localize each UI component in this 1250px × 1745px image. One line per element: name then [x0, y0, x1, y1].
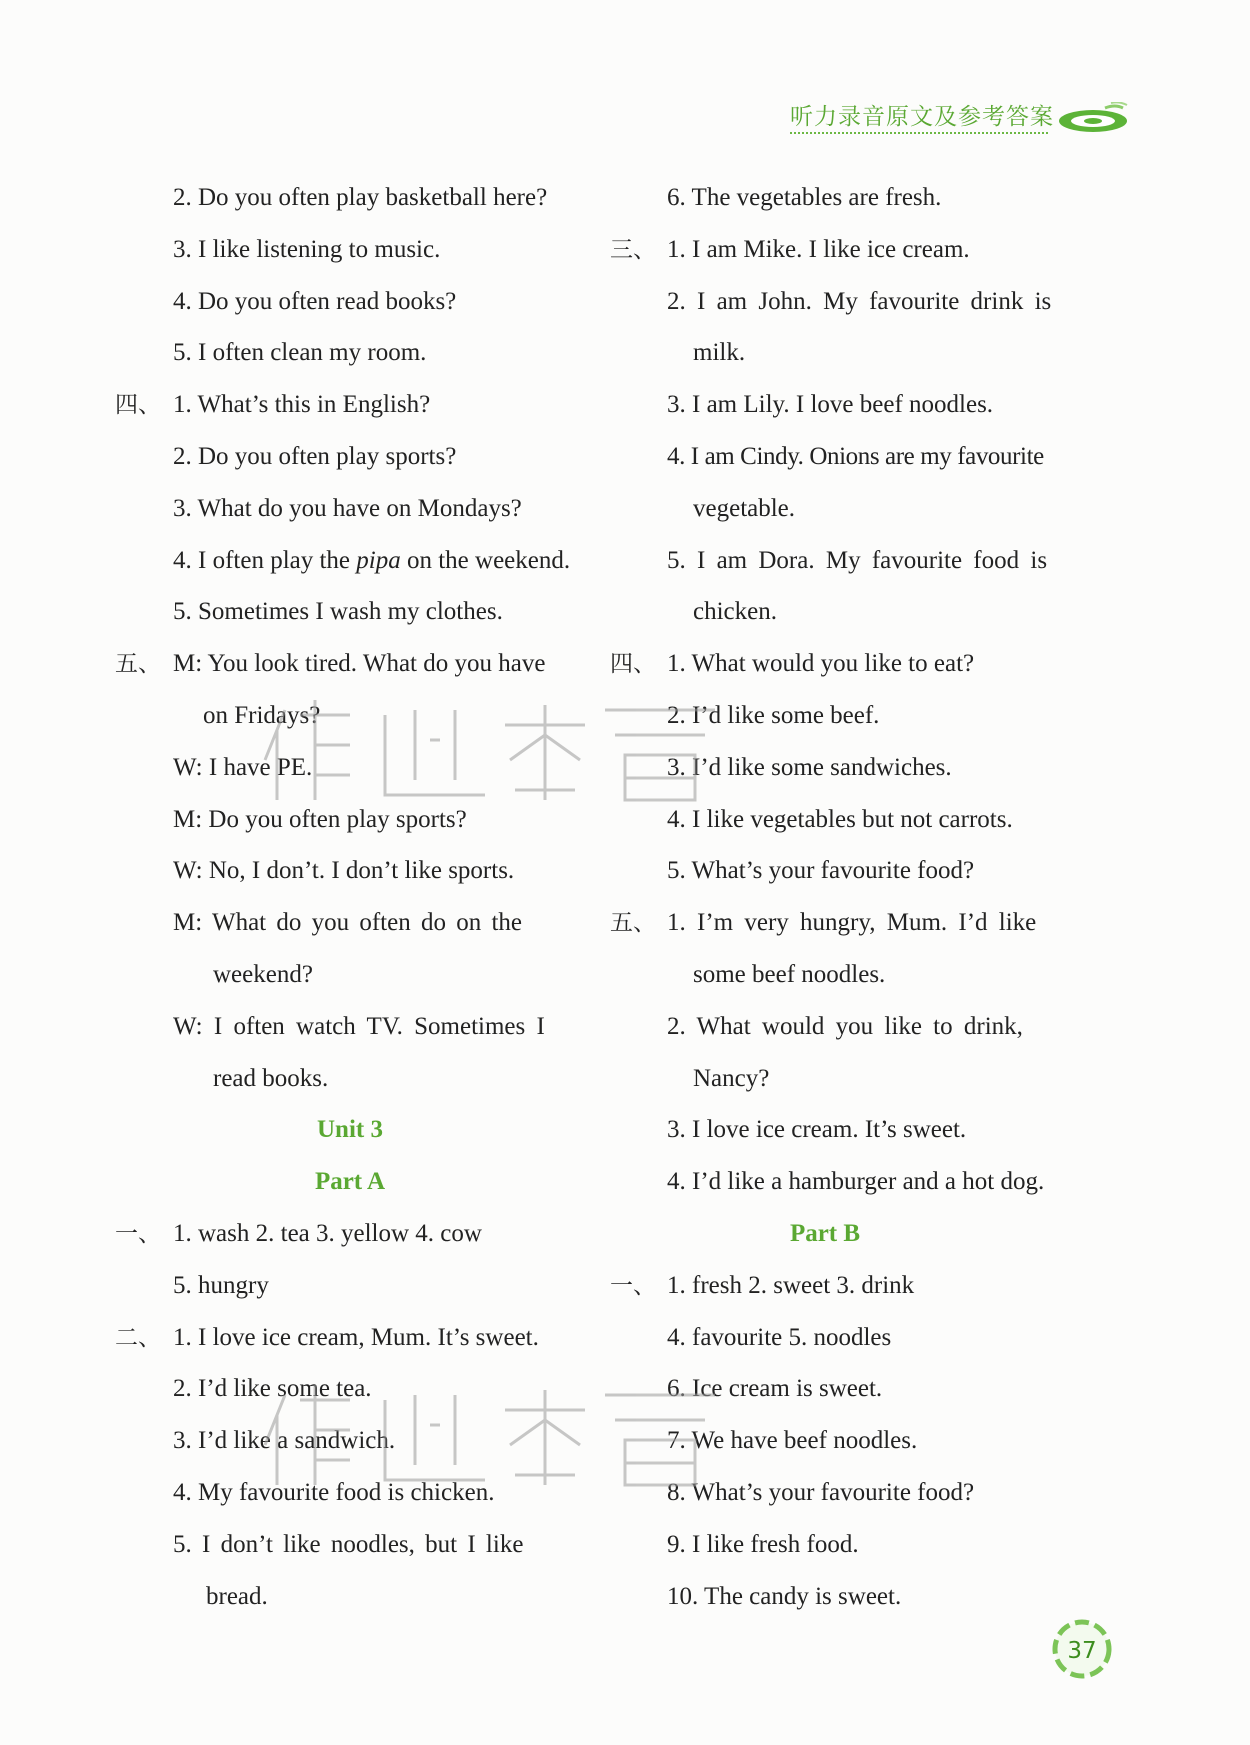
answer-text: 9. I like fresh food. — [667, 1530, 859, 1558]
answer-text: 2. I am John. My favourite drink is — [667, 287, 1052, 315]
answer-text: 1. wash 2. tea 3. yellow 4. cow — [173, 1219, 482, 1247]
answer-line — [610, 385, 1090, 437]
answer-line — [115, 1162, 595, 1214]
answer-line — [610, 333, 1090, 385]
answer-line — [115, 1110, 595, 1162]
unit-heading: Unit 3 — [317, 1116, 383, 1144]
answer-line — [115, 592, 595, 644]
answer-text: 1. I’m very hungry, Mum. I’d like — [667, 909, 1037, 937]
answer-text: milk. — [693, 339, 746, 367]
section-marker: 二、 — [115, 1324, 161, 1351]
answer-text: 1. I am Mike. I like ice cream. — [667, 235, 970, 263]
answer-text: vegetable. — [693, 494, 796, 522]
answer-text: 2. Do you often play sports? — [173, 442, 457, 470]
answer-text: bread. — [206, 1582, 268, 1610]
section-marker: 三、 — [610, 236, 656, 263]
answer-line — [610, 903, 1090, 955]
page-number-ring-icon — [1050, 1617, 1114, 1681]
answer-text-part: on the weekend. — [400, 546, 571, 574]
answer-line — [610, 1318, 1090, 1370]
answer-text: 1. I love ice cream, Mum. It’s sweet. — [173, 1323, 539, 1351]
answer-text: M: Do you often play sports? — [173, 805, 467, 833]
answer-text: 3. I am Lily. I love beef noodles. — [667, 391, 994, 419]
left-column — [115, 178, 595, 1628]
answer-text: 1. What’s this in English? — [173, 391, 431, 419]
answer-line — [115, 1421, 595, 1473]
answer-text: M: What do you often do on the — [173, 909, 523, 937]
answer-text: 2. Do you often play basketball here? — [173, 184, 548, 211]
answer-line — [610, 955, 1090, 1007]
answer-text: 10. The candy is sweet. — [667, 1582, 902, 1610]
answer-line — [115, 644, 595, 696]
answer-line — [610, 1525, 1090, 1577]
answer-line — [610, 800, 1090, 852]
answer-text: 3. I’d like some sandwiches. — [667, 753, 952, 781]
answer-text-italic: pipa — [356, 546, 401, 574]
answer-line — [610, 1110, 1090, 1162]
section-marker: 五、 — [115, 651, 161, 678]
answer-text: 4. Do you often read books? — [173, 287, 457, 315]
answer-text: 5. I don’t like noodles, but I like — [173, 1530, 524, 1558]
answer-line — [115, 1318, 595, 1370]
answer-line — [610, 1266, 1090, 1318]
answer-text: 6. Ice cream is sweet. — [667, 1375, 883, 1403]
answer-line — [610, 1059, 1090, 1111]
answer-line — [610, 696, 1090, 748]
answer-text: 1. fresh 2. sweet 3. drink — [667, 1271, 915, 1299]
answer-text: weekend? — [213, 960, 313, 988]
answer-line — [610, 1162, 1090, 1214]
answer-text: M: You look tired. What do you have — [173, 650, 546, 678]
answer-line — [115, 1007, 595, 1059]
answer-text: 5. hungry — [173, 1271, 269, 1299]
answer-line — [115, 178, 595, 230]
answer-text: 4. favourite 5. noodles — [667, 1323, 892, 1351]
answer-line — [610, 1214, 1090, 1266]
section-marker: 四、 — [610, 651, 656, 678]
answer-line — [115, 955, 595, 1007]
answer-line — [115, 1266, 595, 1318]
answer-line — [115, 282, 595, 334]
page-number-badge — [1050, 1617, 1114, 1686]
answer-line — [115, 230, 595, 282]
answer-text: 4. I like vegetables but not carrots. — [667, 805, 1013, 833]
answer-line — [115, 385, 595, 437]
answer-text: 4. I am Cindy. Onions are my favourite — [667, 442, 1044, 470]
answer-text: 8. What’s your favourite food? — [667, 1478, 975, 1506]
answer-text: chicken. — [693, 598, 777, 626]
answer-text: Nancy? — [693, 1064, 770, 1092]
answer-text: 7. We have beef noodles. — [667, 1427, 918, 1455]
answer-line — [115, 489, 595, 541]
section-marker: 一、 — [115, 1220, 161, 1247]
answer-text: W: No, I don’t. I don’t like sports. — [173, 857, 515, 885]
answer-text: 5. I often clean my room. — [173, 339, 427, 367]
answer-line — [115, 696, 595, 748]
answer-text: 5. Sometimes I wash my clothes. — [173, 598, 503, 626]
answer-line — [610, 230, 1090, 282]
answer-text: 5. I am Dora. My favourite food is — [667, 546, 1048, 574]
answer-line — [610, 1577, 1090, 1629]
part-heading: Part A — [314, 1168, 386, 1196]
answer-text-part: 4. I often play the — [173, 546, 357, 574]
answer-text — [173, 541, 570, 581]
section-marker: 四、 — [115, 392, 161, 419]
page-header — [790, 98, 1135, 142]
answer-text: 4. I’d like a hamburger and a hot dog. — [667, 1168, 1045, 1196]
answer-text: some beef noodles. — [693, 960, 886, 988]
answer-text: 2. I’d like some beef. — [667, 701, 880, 729]
answer-line — [115, 1577, 595, 1629]
answer-line — [115, 1525, 595, 1577]
disc-icon — [1057, 102, 1133, 134]
section-marker: 五、 — [610, 910, 656, 937]
section-marker: 一、 — [610, 1272, 656, 1299]
answer-text: 3. I like listening to music. — [173, 235, 441, 263]
answer-line — [115, 1059, 595, 1111]
answer-text: W: I often watch TV. Sometimes I — [173, 1012, 545, 1040]
answer-line — [115, 1369, 595, 1421]
answer-line — [115, 903, 595, 955]
answer-line — [610, 1473, 1090, 1525]
answer-line — [610, 282, 1090, 334]
answer-line — [610, 541, 1090, 593]
answer-line — [115, 1214, 595, 1266]
answer-text: 6. The vegetables are fresh. — [667, 184, 942, 211]
part-heading: Part B — [789, 1219, 861, 1247]
answer-text: 4. My favourite food is chicken. — [173, 1478, 495, 1506]
answer-line — [115, 333, 595, 385]
answer-line — [610, 178, 1090, 230]
answer-line — [115, 800, 595, 852]
right-column — [610, 178, 1090, 1628]
header-title: 听力录音原文及参考答案 — [790, 104, 1054, 130]
answer-text: on Fridays? — [203, 701, 321, 729]
answer-line — [610, 437, 1090, 489]
answer-line — [115, 851, 595, 903]
answer-line — [610, 748, 1090, 800]
answer-line — [610, 1007, 1090, 1059]
answer-text: 2. I’d like some tea. — [173, 1375, 372, 1403]
answer-text: 3. What do you have on Mondays? — [173, 494, 522, 522]
answer-line — [115, 748, 595, 800]
answer-line — [610, 644, 1090, 696]
answer-text: 3. I love ice cream. It’s sweet. — [667, 1116, 967, 1144]
answer-text: 2. What would you like to drink, — [667, 1012, 1023, 1040]
answer-text: W: I have PE. — [173, 753, 313, 781]
answer-text: 3. I’d like a sandwich. — [173, 1427, 396, 1455]
answer-line — [115, 1473, 595, 1525]
answer-line — [610, 851, 1090, 903]
answer-text: 5. What’s your favourite food? — [667, 857, 975, 885]
header-dotted-rule — [790, 132, 1048, 134]
answer-line — [610, 489, 1090, 541]
answer-line — [610, 1421, 1090, 1473]
answer-line — [610, 592, 1090, 644]
answer-line — [115, 541, 595, 593]
page-number: 37 — [1067, 1638, 1097, 1664]
answer-line — [115, 437, 595, 489]
answer-line — [610, 1369, 1090, 1421]
answer-text: read books. — [213, 1064, 329, 1092]
answer-text: 1. What would you like to eat? — [667, 650, 975, 678]
